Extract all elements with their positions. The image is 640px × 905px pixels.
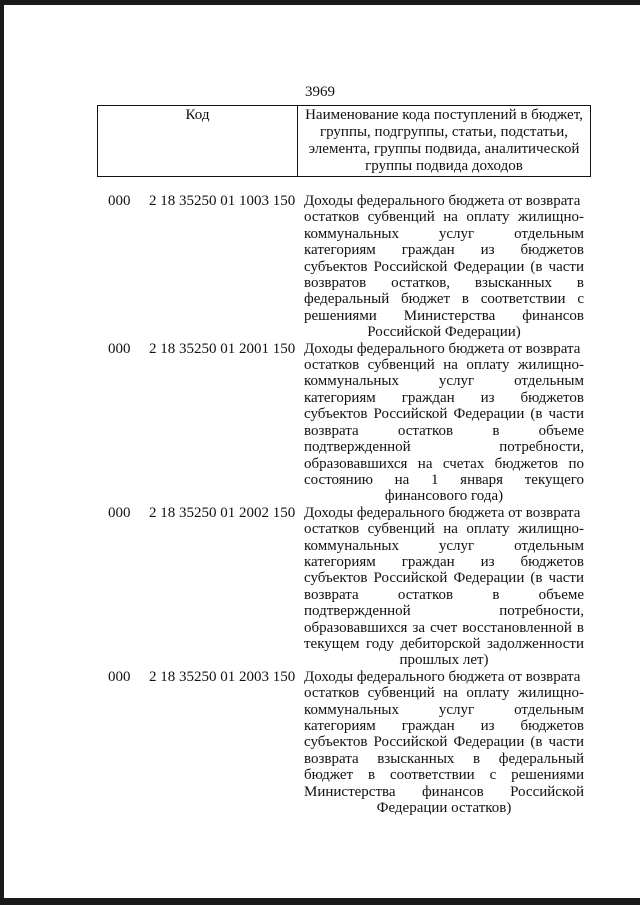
row-revenue-name [304,341,584,505]
row-admin-code: 000 [108,504,131,521]
table-row [0,341,640,505]
row-revenue-code: 2 18 35250 01 2003 150 [149,668,296,685]
row-revenue-code: 2 18 35250 01 1003 150 [149,193,296,209]
row-name-first-line: Доходы федерального бюджета от возврата [304,504,581,521]
page-number: 3969 [305,84,335,100]
row-name-first-line: Доходы федерального бюджета от возврата [304,668,581,685]
row-admin-code: 000 [108,340,131,357]
row-name-first-line: Доходы федерального бюджета от возврата [304,193,581,209]
row-admin-code: 000 [108,668,131,685]
row-name-first-line: Доходы федерального бюджета от возврата [304,340,581,357]
header-code-column: Код [98,106,298,176]
row-name-rest: остатков субвенций на оплату жилищно-коммунальных услуг отдельным категориям граждан из бюджетов субъектов Российской Федерации (в части возвратов остатков, взысканных в федеральный бюджет в соответствии с решениями Министерства финансов Российской Федерации) [304,209,584,341]
table-row [0,505,640,669]
row-name-rest: остатков субвенций на оплату жилищно-коммунальных услуг отдельным категориям граждан из бюджетов субъектов Российской Федерации (в части возврата взысканных в федеральный бюджет в соответствии с решениями Министерства финансов Российской Федерации остатков) [304,685,584,817]
row-revenue-name [304,193,584,341]
table-row [0,193,640,341]
row-revenue-name [304,505,584,669]
row-revenue-code: 2 18 35250 01 2002 150 [149,504,296,521]
scan-border-bottom [0,898,640,905]
table-row [0,669,640,817]
row-revenue-name [304,669,584,817]
row-name-rest: остатков субвенций на оплату жилищно-коммунальных услуг отдельным категориям граждан из бюджетов субъектов Российской Федерации (в части возврата остатков в объеме подтвержденной потребности, образовавшихся на счетах бюджетов по состоянию на 1 января текущего финансового года) [304,357,584,505]
header-name-column: Наименование кода поступлений в бюджет, группы, подгруппы, статьи, подстатьи, элемента, группы подвида, аналитической группы подвида доходов [305,107,583,174]
row-admin-code: 000 [108,193,131,209]
table-body [0,193,640,816]
row-revenue-code: 2 18 35250 01 2001 150 [149,340,296,357]
table-header [97,105,591,177]
scan-border-top [0,0,640,5]
row-name-rest: остатков субвенций на оплату жилищно-коммунальных услуг отдельным категориям граждан из бюджетов субъектов Российской Федерации (в части возврата остатков в объеме подтвержденной потребности, образовавшихся за счет восстановленной в текущем году дебиторской задолженности прошлых лет) [304,521,584,669]
